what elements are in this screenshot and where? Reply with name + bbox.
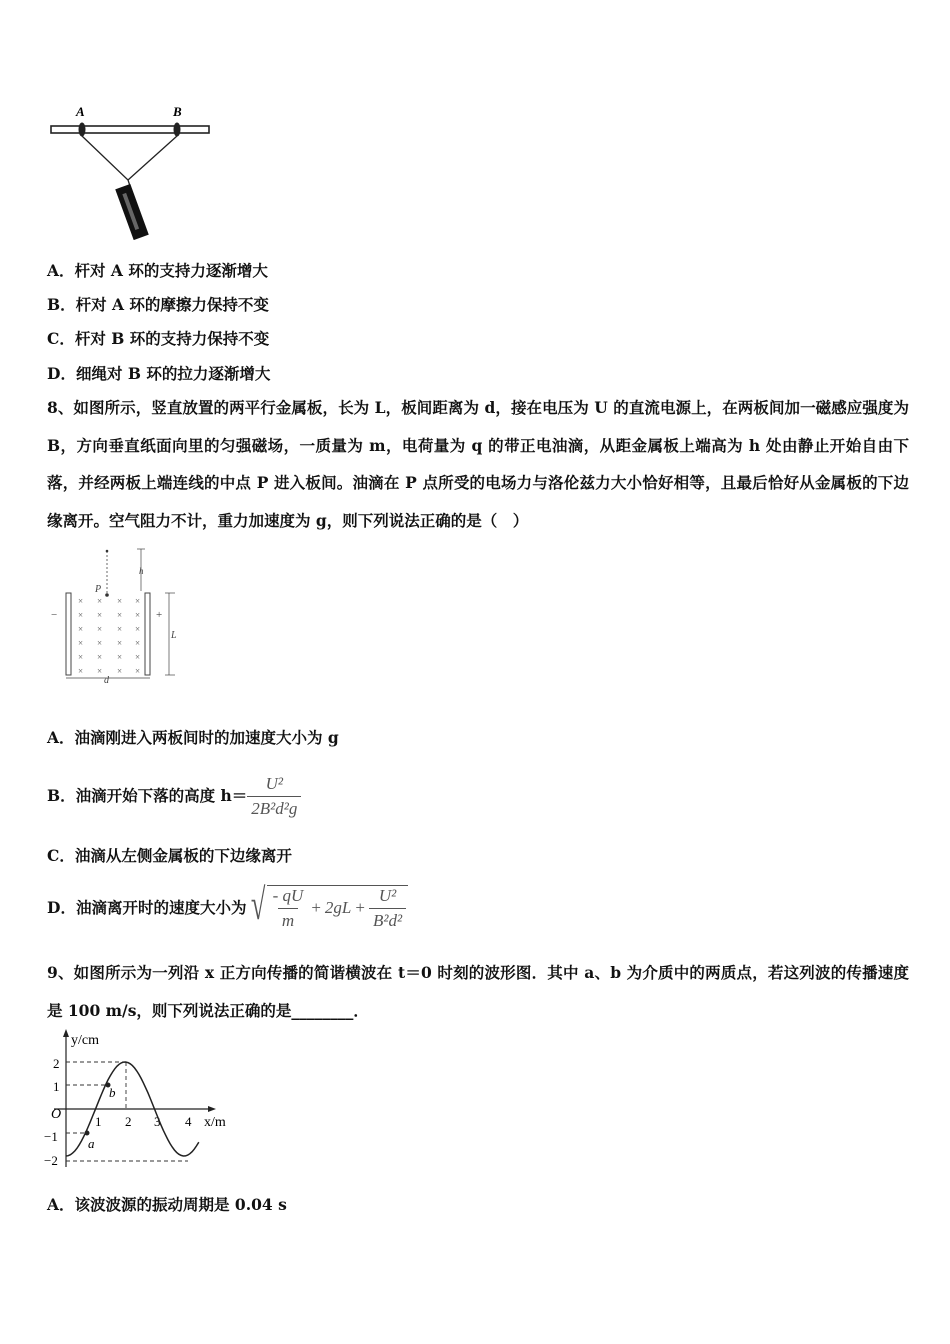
- q8-left-plate: [66, 593, 71, 675]
- q8-option-b-text: B．油滴开始下落的高度 h＝: [47, 786, 248, 805]
- q8-option-c: C．油滴从左侧金属板的下边缘离开: [47, 846, 292, 865]
- field-cross: ×: [117, 638, 123, 648]
- q7-figure: [45, 100, 220, 240]
- field-cross: ×: [117, 652, 123, 662]
- q8-point-p: [105, 593, 109, 597]
- q7-rod: [51, 126, 209, 133]
- q9-xtick-1: 1: [95, 1114, 102, 1129]
- q9-origin: O: [51, 1107, 62, 1122]
- field-cross: ×: [97, 666, 103, 676]
- field-cross: ×: [78, 624, 84, 634]
- q9-y-label: y/cm: [71, 1033, 99, 1048]
- q7-option-b: B．杆对 A 环的摩擦力保持不变: [47, 295, 269, 314]
- field-cross: ×: [97, 610, 103, 620]
- q9-xtick-4: 4: [185, 1114, 192, 1129]
- q8-option-d-term3-den: B²d²: [369, 908, 406, 931]
- q9-point-a: [85, 1131, 90, 1136]
- q7-option-c: C．杆对 B 环的支持力保持不变: [47, 329, 270, 348]
- field-cross: ×: [135, 624, 141, 634]
- q8-plus: +: [156, 609, 163, 621]
- q8-label-h: h: [139, 566, 144, 576]
- q9-label-b: b: [109, 1085, 116, 1100]
- q8-minus: −: [51, 609, 58, 621]
- q7-string-b: [128, 136, 177, 180]
- q9-option-a: A．该波波源的振动周期是 0.04 s: [47, 1195, 287, 1214]
- q8-option-a: A．油滴刚进入两板间时的加速度大小为 g: [47, 728, 339, 747]
- field-cross: ×: [78, 638, 84, 648]
- field-cross: ×: [78, 652, 84, 662]
- field-cross: ×: [135, 652, 141, 662]
- q8-stem: 8、如图所示，竖直放置的两平行金属板，长为 L，板间距离为 d，接在电压为 U 的直流电源上，在两板间加一磁感应强度为 B，方向垂直纸面向里的匀强磁场，一质量为 m，电荷量为 q 的带正电油滴，从距金属板上端高为 h 处由静止开始自由下落，并经两板上端连线的中点 P 进入板间。油滴在 P 点所受的电场力与洛伦兹力大小恰好相等，且最后恰好从金属板的下边缘离开。空气阻力不计，重力加速度为 g，则下列说法正确的是（ ）: [47, 398, 909, 530]
- q8-option-b: [47, 770, 301, 822]
- q8-option-d-term2: 2gL: [324, 898, 352, 917]
- q7-label-b: B: [173, 104, 182, 119]
- q9-ytick-m1: −1: [44, 1129, 58, 1144]
- field-cross: ×: [117, 666, 123, 676]
- q9-label-a: a: [88, 1136, 95, 1151]
- q9-wave-graph: [40, 1027, 240, 1172]
- field-cross: ×: [117, 610, 123, 620]
- field-cross: ×: [135, 638, 141, 648]
- q9-ytick-1: 1: [53, 1079, 60, 1094]
- field-cross: ×: [135, 666, 141, 676]
- q9-xtick-3: 3: [154, 1114, 161, 1129]
- field-cross: ×: [117, 624, 123, 634]
- q7-weight: [115, 184, 149, 240]
- q8-label-p: P: [95, 584, 102, 595]
- q8-option-b-fraction: [247, 774, 301, 819]
- q8-option-d-term1-num: - qU: [272, 885, 304, 905]
- q8-right-plate: [145, 593, 150, 675]
- field-cross: ×: [135, 610, 141, 620]
- q8-option-d-term1-den: m: [278, 908, 298, 931]
- q7-ring-b: [174, 123, 181, 137]
- q7-label-a: A: [76, 104, 85, 119]
- q8-option-b-den: 2B²d²g: [247, 796, 301, 819]
- q7-string-a: [82, 136, 128, 180]
- q8-magnetic-field: [78, 596, 140, 676]
- field-cross: ×: [78, 610, 84, 620]
- q9-ytick-m2: −2: [44, 1153, 58, 1168]
- field-cross: ×: [97, 624, 103, 634]
- q8-option-d-sqrt: √ $\frac{- qU}{m}$ + 2gL + $\frac{\text{U²}}{\text{B²d²}}$: [246, 885, 408, 931]
- q9-ytick-2: 2: [53, 1056, 60, 1071]
- q8-label-l: L: [171, 630, 177, 641]
- field-cross: ×: [97, 596, 103, 606]
- field-cross: ×: [97, 638, 103, 648]
- q8-option-d-term3-num: U²: [378, 885, 397, 905]
- q8-label-d: d: [104, 675, 109, 685]
- q9-x-label: x/m: [204, 1115, 226, 1130]
- q7-option-a: A．杆对 A 环的支持力逐渐增大: [47, 261, 268, 280]
- q9-stem: 9、如图所示为一列沿 x 正方向传播的简谐横波在 t＝0 时刻的波形图．其中 a、b 为介质中的两质点，若这列波的传播速度是 100 m/s，则下列说法正确的是________．: [47, 963, 909, 1020]
- q8-option-d: [47, 880, 408, 935]
- q9-xtick-2: 2: [125, 1114, 132, 1129]
- q8-option-d-text: D．油滴离开时的速度大小为: [47, 897, 247, 917]
- q7-option-d: D．细绳对 B 环的拉力逐渐增大: [47, 364, 271, 383]
- field-cross: ×: [117, 596, 123, 606]
- q8-option-b-num: U²: [265, 773, 283, 793]
- field-cross: ×: [135, 596, 141, 606]
- field-cross: ×: [78, 596, 84, 606]
- q8-figure: [45, 545, 195, 685]
- q7-ring-a: [79, 123, 86, 137]
- field-cross: ×: [97, 652, 103, 662]
- field-cross: ×: [78, 666, 84, 676]
